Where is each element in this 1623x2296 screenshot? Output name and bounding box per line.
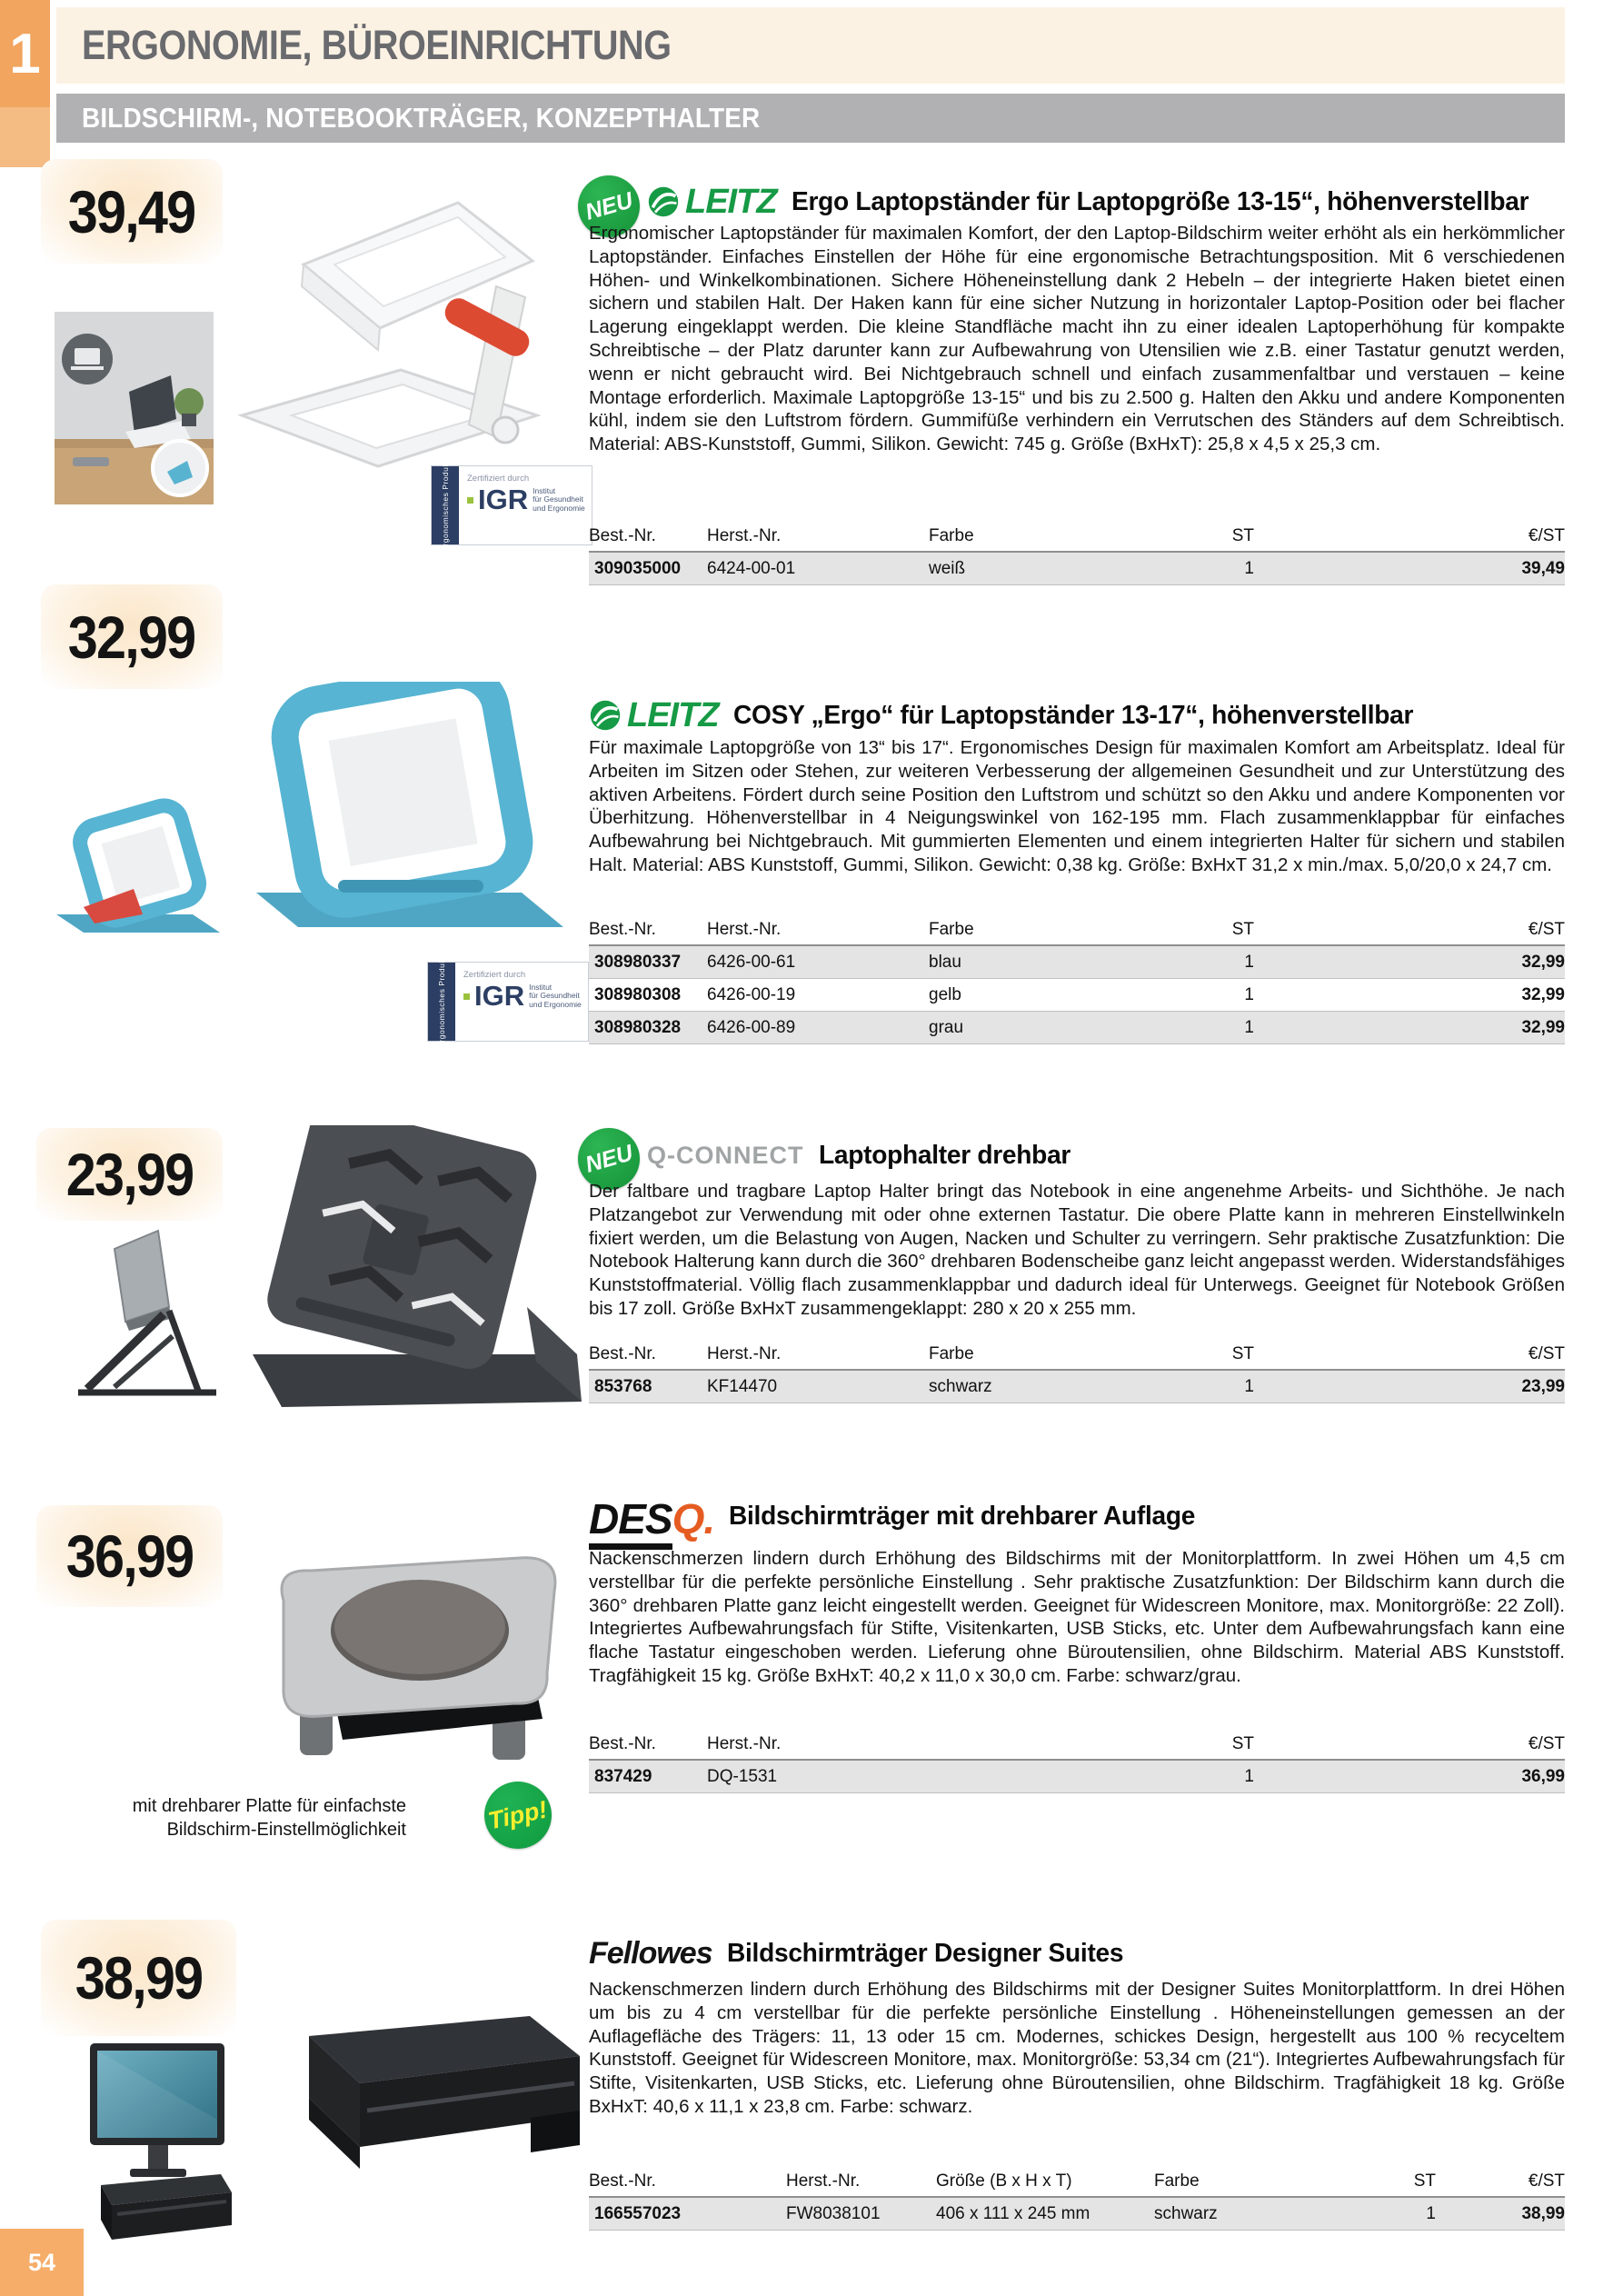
product-image-laptop-holder-profile bbox=[62, 1223, 230, 1405]
desq-logo: DESQ. bbox=[589, 1501, 714, 1537]
product-photo-desk-scene bbox=[55, 312, 214, 504]
leitz-swoosh-icon bbox=[589, 699, 622, 732]
table-row bbox=[589, 2197, 1565, 2231]
product-header bbox=[589, 1932, 1135, 1974]
product-title: COSY „Ergo“ für Laptopständer 13-17“, höhenverstellbar bbox=[732, 700, 1413, 730]
col-preis: €/ST bbox=[1254, 1343, 1565, 1370]
product-image-laptop-holder-black bbox=[227, 1125, 582, 1439]
product-image-cosy-stand-small bbox=[47, 798, 229, 939]
cell-bestnr: 166557023 bbox=[589, 2197, 786, 2231]
col-st: ST bbox=[1136, 1343, 1254, 1370]
product-image-monitor-riser-gray bbox=[247, 1514, 585, 1782]
cell-bestnr: 308980337 bbox=[589, 945, 707, 979]
col-bestnr: Best.-Nr. bbox=[589, 918, 707, 945]
cell-farbe: schwarz bbox=[929, 1370, 1136, 1403]
cell-bestnr: 308980308 bbox=[594, 985, 682, 1004]
leitz-logo bbox=[589, 696, 719, 735]
product-image-laptop-stand-white bbox=[224, 177, 549, 484]
cell-st: 1 bbox=[1136, 1012, 1254, 1044]
table-header-row bbox=[589, 1732, 1565, 1760]
cell-st: 1 bbox=[1136, 945, 1254, 979]
col-bestnr: Best.-Nr. bbox=[589, 1732, 707, 1760]
tipp-badge: Tipp! bbox=[484, 1782, 552, 1849]
table-row bbox=[589, 945, 1565, 979]
price-tag bbox=[36, 1505, 223, 1607]
price-value: 23,99 bbox=[65, 1141, 194, 1208]
col-herstnr: Herst.-Nr. bbox=[707, 524, 929, 552]
qconnect-logo: Q-CONNECT bbox=[647, 1141, 804, 1169]
order-table bbox=[589, 2170, 1565, 2231]
price-value: 39,49 bbox=[68, 177, 195, 245]
col-st: ST bbox=[1136, 524, 1254, 552]
page-header bbox=[56, 7, 1565, 84]
cell-farbe: weiß bbox=[929, 552, 1136, 585]
section-banner-label: BILDSCHIRM-, NOTEBOOKTRÄGER, KONZEPTHALTER bbox=[82, 102, 761, 134]
col-farbe: Farbe bbox=[929, 1343, 1136, 1370]
price-value: 38,99 bbox=[75, 1944, 203, 2011]
product-description: Nackenschmerzen lindern durch Erhöhung des Bildschirms mit der Designer Suites Monitorplattform. In drei Höhen um bis zu 4 cm verstellbar für die perfekte persönliche Einstellung . Höheneinstellungen gemessen an der Auflagefläche des Trägers: 11, 13 oder 15 cm. Modernes, schickes Design, hergestellt aus 100 % recyceltem Kunststoff. Geeignet für Widescreen Monitore, max. Monitorgröße: 53,34 cm (21“). Integriertes Aufbewahrungsfach für Stifte, Visitenkarten, USB Sticks, etc. Lieferung ohne Büroutensilien, ohne Bildschirm. Tragfähigkeit 18 kg. Größe BxHxT: 40,6 x 11,1 x 23,8 cm. Farbe: schwarz. bbox=[589, 1979, 1565, 2117]
price-value: 32,99 bbox=[68, 603, 195, 671]
col-herstnr: Herst.-Nr. bbox=[707, 1343, 929, 1370]
product-title: Bildschirmträger mit drehbarer Auflage bbox=[729, 1502, 1196, 1531]
product-title: Ergo Laptopständer für Laptopgröße 13-15“, höhenverstellbar bbox=[791, 186, 1528, 216]
neu-badge: NEU bbox=[578, 1128, 640, 1190]
cell-farbe: gelb bbox=[929, 985, 961, 1004]
col-bestnr: Best.-Nr. bbox=[589, 1343, 707, 1370]
col-bestnr: Best.-Nr. bbox=[589, 2170, 786, 2197]
table-row bbox=[589, 1760, 1565, 1793]
price-tag bbox=[41, 1920, 236, 2036]
igr-acronym: IGR bbox=[474, 980, 525, 1012]
cell-herstnr: DQ-1531 bbox=[707, 1760, 1136, 1793]
col-herstnr: Herst.-Nr. bbox=[707, 918, 929, 945]
order-table bbox=[589, 1343, 1565, 1403]
cell-groesse: 406 x 111 x 245 mm bbox=[936, 2197, 1154, 2231]
neu-badge: NEU bbox=[578, 175, 640, 237]
col-groesse: Größe (B x H x T) bbox=[936, 2170, 1154, 2197]
product-header bbox=[647, 1133, 1078, 1177]
col-st: ST bbox=[1136, 918, 1254, 945]
section-banner bbox=[56, 94, 1565, 143]
page-title: ERGONOMIE, BÜROEINRICHTUNG bbox=[82, 22, 672, 68]
col-farbe: Farbe bbox=[929, 524, 1136, 552]
product-description: Für maximale Laptopgröße von 13“ bis 17“. Ergonomisches Design für maximalen Komfort am Arbeitsplatz. Ideal für Arbeiten im Sitzen oder Stehen, zur weiteren Verbesserung der allgemeinen Gesundheit und zur Unterstützung des aktiven Arbeitens. Fördert durch seine Position den Luftstrom und schützt so den Akku und andere Komponenten vor Überhitzung. Höhenverstellbar in 4 Neigungswinkel von 162-195 mm. Flach zusammenklappbar für einfaches Aufbewahrung bei Nichtgebrauch. Mit gummierten Elementen und einem integrierten Halter für sichern und stabilen Halt. Material: ABS Kunststoff, Gummi, Silikon. Gewicht: 0,38 kg. Größe: BxHxT 31,2 x min./max. 5,0/20,0 x 24,7 cm. bbox=[589, 737, 1565, 875]
cell-herstnr: KF14470 bbox=[707, 1370, 929, 1403]
cell-herstnr: 6424-00-01 bbox=[707, 552, 929, 585]
cell-bestnr: 837429 bbox=[589, 1760, 707, 1793]
price-tag bbox=[41, 159, 223, 264]
product-image-monitor-on-riser bbox=[77, 2032, 239, 2246]
cell-herstnr: FW8038101 bbox=[786, 2197, 936, 2231]
col-st: ST bbox=[1349, 2170, 1436, 2197]
cell-bestnr: 309035000 bbox=[589, 552, 707, 585]
col-preis: €/ST bbox=[1436, 2170, 1565, 2197]
igr-certificate-badge bbox=[431, 459, 592, 552]
product-tip-note: mit drehbarer Platte für einfachste Bildschirm-Einstellmöglichkeit bbox=[132, 1796, 406, 1840]
igr-dot-icon bbox=[463, 993, 470, 1000]
igr-vertical-strip: Ergonomisches Produkt bbox=[428, 963, 455, 1041]
cell-farbe: grau bbox=[929, 1012, 1136, 1044]
igr-certified-by: Zertifiziert durch bbox=[467, 474, 530, 484]
product-title: Bildschirmträger Designer Suites bbox=[726, 1938, 1123, 1968]
table-header-row bbox=[589, 1343, 1565, 1370]
order-table bbox=[589, 918, 1565, 1044]
cell-farbe: schwarz bbox=[1154, 2197, 1349, 2231]
cell-preis: 39,49 bbox=[1254, 552, 1565, 585]
col-preis: €/ST bbox=[1254, 524, 1565, 552]
chapter-tab-tail bbox=[0, 107, 50, 167]
page-number: 54 bbox=[27, 2248, 56, 2276]
product-header bbox=[589, 694, 1434, 737]
chapter-number-tab bbox=[0, 0, 50, 107]
col-st: ST bbox=[1136, 1732, 1254, 1760]
order-table bbox=[589, 524, 1565, 585]
table-header-row bbox=[589, 524, 1565, 552]
product-header bbox=[647, 180, 1551, 224]
product-description: Ergonomischer Laptopständer für maximalen Komfort, der den Laptop-Bildschirm weiter erhöht als ein herkömmlicher Laptopständer. Einfaches Einstellen der Höhe für eine ergonomische Betrachtungsposition. Mit 6 verschiedenen Höhen- und Winkelkombinationen. Sichere Höheneinstellung dank 2 Hebeln – der integrierte Haken bietet einen sichern und stabilen Halt. Der Haken kann für eine sicher Nutzung in horizontaler Laptop-Position oder bei flacher Lagerung eingeklappt werden. Die kleine Standfläche macht ihn zu einer idealen Laptoperhöhung für kompakte Schreibtische – der Platz darunter kann zur Aufbewahrung von Utensilien wie z.B. einer Tastatur genutzt werden, wenn er nicht gebraucht wird. Bei Nichtgebrauch schnell und einfach zusammenfaltbar und verstauen – keine Montage erforderlich. Maximale Laptopgröße 13-15“ und bis zu 2.500 g. Halten den Akku und andere Komponenten kühl, indem sie den Luftstrom fördern. Gummifüße verhindern ein Verrutschen des Ständers auf dem Schreibtisch. Material: ABS-Kunststoff, Gummi, Silikon. Gewicht: 745 g. Größe (BxHxT): 25,8 x 4,5 x 25,3 cm. bbox=[589, 223, 1565, 455]
igr-institute-name: Institut für Gesundheit und Ergonomie bbox=[533, 485, 585, 513]
igr-certified-by: Zertifiziert durch bbox=[463, 970, 526, 980]
cell-preis: 32,99 bbox=[1254, 1012, 1565, 1044]
price-tag bbox=[36, 1128, 223, 1221]
cell-preis: 32,99 bbox=[1254, 945, 1565, 979]
igr-certificate-badge bbox=[427, 955, 589, 1048]
cell-st: 1 bbox=[1349, 2197, 1436, 2231]
leitz-logo bbox=[647, 183, 777, 222]
cell-bestnr: 308980328 bbox=[589, 1012, 707, 1044]
product-description: Nackenschmerzen lindern durch Erhöhung des Bildschirms mit der Monitorplattform. In zwei Höhen um 4,5 cm verstellbar für die perfekte persönliche Einstellung . Sehr praktische Zusatzfunktion: Der Bildschirm kann durch die 360° drehbaren Platte ganz leicht eingestellt werden. Geeignet für Widescreen Monitore, max. Monitorgröße: 22 Zoll). Integriertes Aufbewahrungsfach für Stifte, Visitenkarten, USB Sticks, etc. Unter dem Aufbewahrungsfach kann eine flache Tastatur eingeschoben werden. Lieferung ohne Büroutensilien, ohne Bildschirm. Material ABS Kunststoff. Tragfähigkeit 15 kg. Größe BxHxT: 40,2 x 11,0 x 30,0 cm. Farbe: schwarz/grau. bbox=[589, 1548, 1565, 1686]
col-preis: €/ST bbox=[1254, 1732, 1565, 1760]
igr-vertical-strip: Ergonomisches Produkt bbox=[432, 466, 459, 544]
table-row bbox=[589, 979, 1565, 1012]
table-header-row bbox=[589, 2170, 1565, 2197]
cell-herstnr: 6426-00-89 bbox=[707, 1012, 929, 1044]
product-header bbox=[589, 1486, 1210, 1542]
cell-st: 1 bbox=[1244, 985, 1254, 1004]
table-row bbox=[589, 552, 1565, 585]
cell-herstnr: 6426-00-19 bbox=[707, 985, 796, 1004]
cell-farbe: blau bbox=[929, 945, 1136, 979]
col-farbe: Farbe bbox=[929, 918, 1136, 945]
col-herstnr: Herst.-Nr. bbox=[786, 2170, 936, 2197]
col-preis: €/ST bbox=[1254, 918, 1565, 945]
price-value: 36,99 bbox=[65, 1522, 194, 1590]
product-image-cosy-stand-large bbox=[229, 682, 565, 943]
igr-institute-name: Institut für Gesundheit und Ergonomie bbox=[529, 982, 582, 1009]
cell-st: 1 bbox=[1136, 1760, 1254, 1793]
igr-acronym: IGR bbox=[478, 484, 529, 515]
cell-preis: 36,99 bbox=[1254, 1760, 1565, 1793]
cell-st: 1 bbox=[1136, 552, 1254, 585]
cell-preis: 32,99 bbox=[1521, 985, 1565, 1004]
brand-name: LEITZ bbox=[627, 695, 719, 734]
igr-dot-icon bbox=[467, 497, 473, 504]
product-image-monitor-riser-black bbox=[262, 2009, 584, 2186]
order-table bbox=[589, 1732, 1565, 1793]
product-description: Der faltbare und tragbare Laptop Halter bringt das Notebook in eine angenehme Arbeits- und Sichthöhe. Je nach Platzangebot zur Verwendung mit oder ohne externen Tastatur. Die obere Platte kann in mehreren Einstellwinkeln fixiert werden, um die Belastung von Augen, Nacken und Schulter zu verringern. Sehr praktische Zusatzfunktion: Die Notebook Halterung kann durch die 360° drehbaren Bodenscheibe ganz leicht angepasst werden. Widerstandsfähiges Kunststoffmaterial. Völlig flach zusammenklappbar und dadurch ideal für Unterwegs. Geeignet für Notebook Größen bis 17 zoll. Größe BxHxT zusammengeklappt: 280 x 20 x 255 mm. bbox=[589, 1181, 1565, 1319]
cell-preis: 38,99 bbox=[1436, 2197, 1565, 2231]
col-farbe: Farbe bbox=[1154, 2170, 1349, 2197]
table-row bbox=[589, 1012, 1565, 1044]
price-tag bbox=[41, 584, 223, 689]
chapter-number: 1 bbox=[9, 22, 41, 85]
cell-st: 1 bbox=[1136, 1370, 1254, 1403]
product-title: Laptophalter drehbar bbox=[818, 1140, 1070, 1170]
col-herstnr: Herst.-Nr. bbox=[707, 1732, 1136, 1760]
leitz-swoosh-icon bbox=[647, 185, 680, 218]
cell-herstnr: 6426-00-61 bbox=[707, 945, 929, 979]
cell-bestnr: 853768 bbox=[589, 1370, 707, 1403]
table-header-row bbox=[589, 918, 1565, 945]
fellowes-logo: Fellowes bbox=[589, 1935, 712, 1971]
cell-preis: 23,99 bbox=[1254, 1370, 1565, 1403]
page-number-tab bbox=[0, 2229, 84, 2296]
col-bestnr: Best.-Nr. bbox=[589, 524, 707, 552]
table-row bbox=[589, 1370, 1565, 1403]
brand-name: LEITZ bbox=[685, 182, 777, 221]
